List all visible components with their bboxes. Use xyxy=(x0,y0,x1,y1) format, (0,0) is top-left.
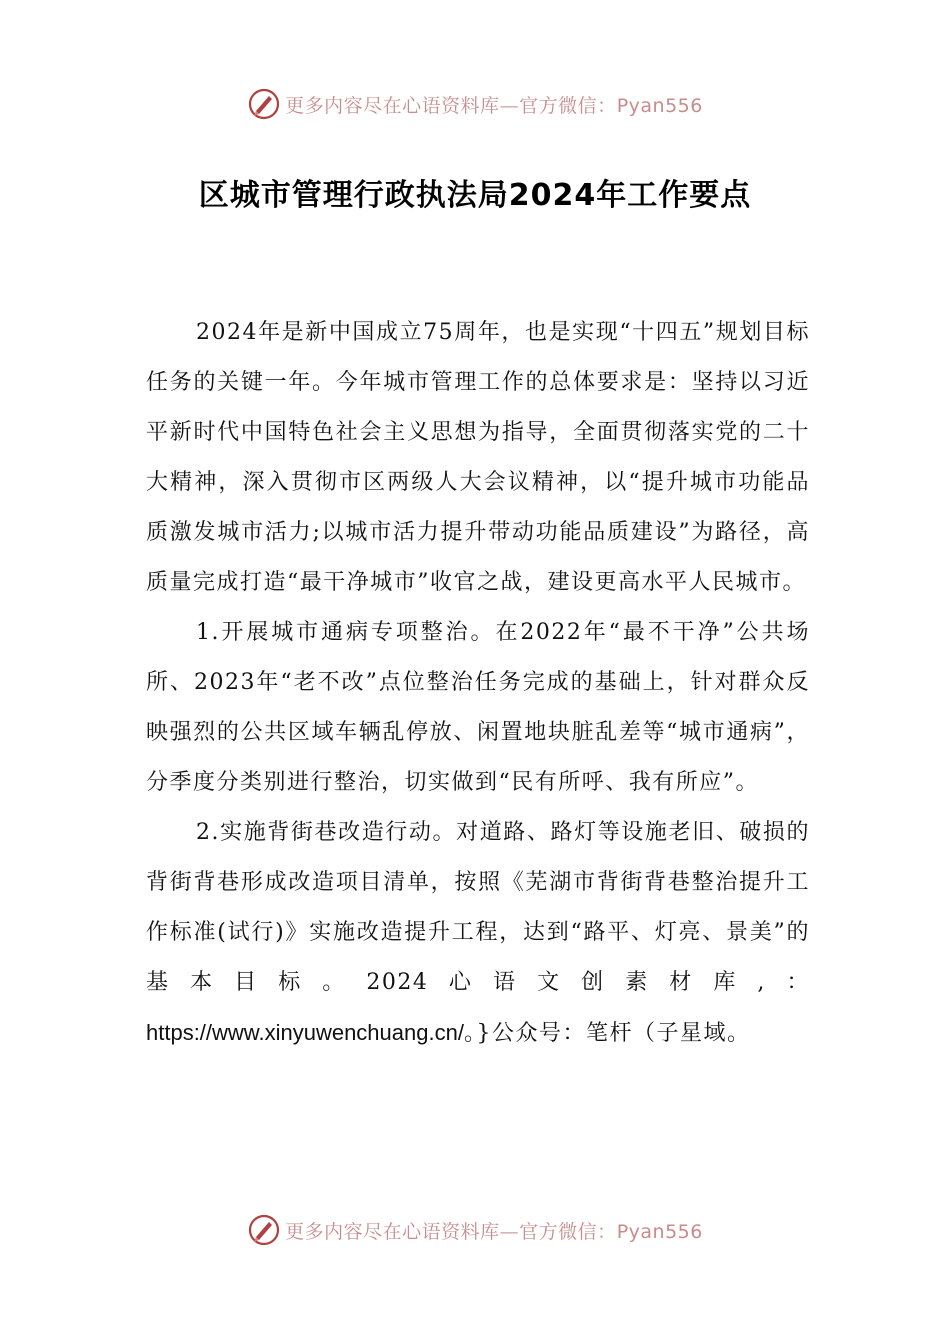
item-2-tail: 。}公众号：笔杆（子星域。 xyxy=(463,1021,751,1046)
watermark-contact: 官方微信： xyxy=(519,94,617,117)
pen-circle-logo-icon xyxy=(247,87,281,121)
pen-circle-logo-icon xyxy=(247,1213,281,1247)
watermark-footer xyxy=(0,1210,950,1250)
watermark-separator: — xyxy=(499,94,520,117)
watermark-text: 更多内容尽在心语资料库 xyxy=(285,94,500,117)
watermark-contact: 官方微信： xyxy=(519,1220,617,1243)
watermark-header xyxy=(0,84,950,124)
watermark-separator: — xyxy=(499,1220,520,1243)
item-2-text: 2.实施背街巷改造行动。对道路、路灯等设施老旧、破损的背街背巷形成改造项目清单，按照《芜湖市背街背巷整治提升工作标准(试行)》实施改造提升工程，达到“路平、灯亮、景美”的基本目标。2024心语文创素材库,： xyxy=(146,820,810,995)
source-url-link[interactable]: https://www.xinyuwenchuang.cn/ xyxy=(146,1020,464,1045)
paragraph-item-1: 1.开展城市通病专项整治。在2022年“最不干净”公共场所、2023年“老不改”点位整治任务完成的基础上，针对群众反映强烈的公共区域车辆乱停放、闲置地块脏乱差等“城市通病”，分季度分类别进行整治，切实做到“民有所呼、我有所应”。 xyxy=(146,620,810,795)
document-title: 区城市管理行政执法局2024年工作要点 xyxy=(198,178,752,213)
paragraph-item-2 xyxy=(146,808,810,1059)
paragraph-intro: 2024年是新中国成立75周年，也是实现“十四五”规划目标任务的关键一年。今年城市管理工作的总体要求是：坚持以习近平新时代中国特色社会主义思想为指导，全面贯彻落实党的二十大精神，深入贯彻市区两级人大会议精神，以“提升城市功能品质激发城市活力;以城市活力提升带动功能品质建设”为路径，高质量完成打造“最干净城市”收官之战，建设更高水平人民城市。 xyxy=(146,320,810,595)
watermark-id: Pyan556 xyxy=(616,94,703,117)
document-body xyxy=(146,308,810,1059)
watermark-id: Pyan556 xyxy=(616,1220,703,1243)
watermark-text: 更多内容尽在心语资料库 xyxy=(285,1220,500,1243)
